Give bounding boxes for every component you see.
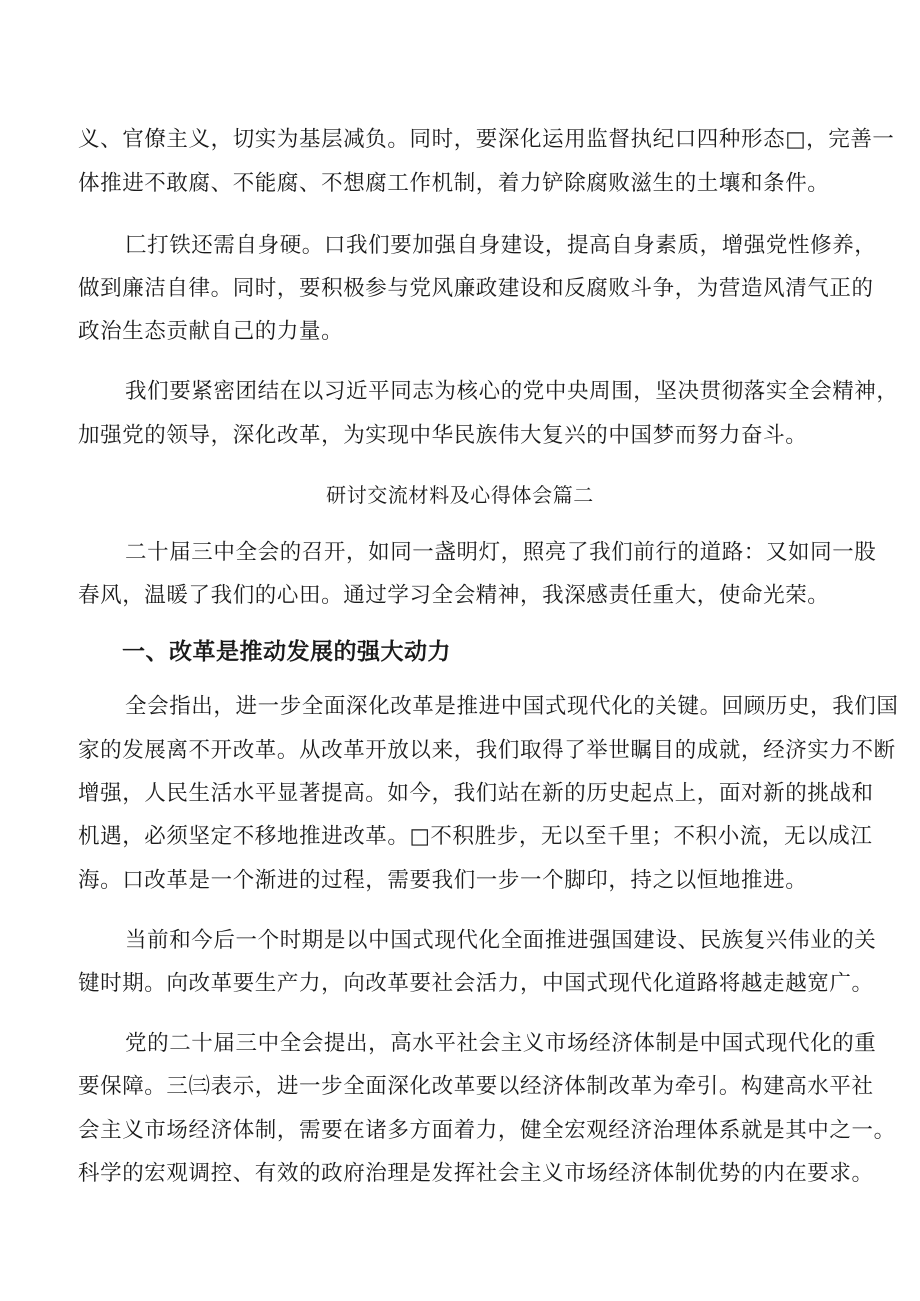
paragraph-line: 会主义市场经济体制，需要在诸多方面着力，健全宏观经济治理体系就是其中之一。 [78, 1118, 896, 1143]
paragraph-line: 当前和今后一个时期是以中国式现代化全面推进强国建设、民族复兴伟业的关 [125, 928, 877, 953]
section-heading: 一、改革是推动发展的强大动力 [122, 639, 451, 665]
paragraph-line: 我们要紧密团结在以习近平同志为核心的党中央周围，坚决贯彻落实全会精神， [125, 379, 899, 404]
paragraph-line: 家的发展离不开改革。从改革开放以来，我们取得了举世瞩目的成就，经济实力不断 [78, 738, 896, 763]
paragraph-line: 要保障。三㈢表示，进一步全面深化改革要以经济体制改革为牵引。构建高水平社 [78, 1074, 874, 1099]
paragraph-line: 键时期。向改革要生产力，向改革要社会活力，中国式现代化道路将越走越宽广。 [78, 971, 874, 996]
paragraph-line: 加强党的领导，深化改革，为实现中华民族伟大复兴的中国梦而努力奋斗。 [78, 423, 808, 448]
section-title: 研讨交流材料及心得体会篇二 [326, 483, 594, 507]
paragraph-line: 科学的宏观调控、有效的政府治理是发挥社会主义市场经济体制优势的内在要求。 [78, 1161, 874, 1186]
paragraph-line: 机遇，必须坚定不移地推进改革。□不积胜步，无以至千里；不积小流，无以成江 [78, 824, 873, 849]
paragraph-line: 党的二十届三中全会提出，高水平社会主义市场经济体制是中国式现代化的重 [125, 1031, 877, 1056]
paragraph-line: 二十届三中全会的召开，如同一盏明灯，照亮了我们前行的道路：又如同一股 [125, 540, 877, 565]
paragraph-line: 春风，温暖了我们的心田。通过学习全会精神，我深感责任重大，使命光荣。 [78, 583, 830, 608]
paragraph-line: 做到廉洁自律。同时，要积极参与党风廉政建设和反腐败斗争，为营造风清气正的 [78, 276, 874, 301]
paragraph-line: 匚打铁还需自身硬。口我们要加强自身建设，提高自身素质，增强党性修养， [125, 233, 877, 258]
paragraph-line: 体推进不敢腐、不能腐、不想腐工作机制，着力铲除腐败滋生的土壤和条件。 [78, 171, 830, 196]
paragraph-line: 海。口改革是一个渐进的过程，需要我们一步一个脚印，持之以恒地推进。 [78, 868, 808, 893]
paragraph-line: 政治生态贡献自己的力量。 [78, 319, 344, 344]
paragraph-line: 全会指出，进一步全面深化改革是推进中国式现代化的关键。回顾历史，我们国 [125, 694, 899, 719]
paragraph-line: 增强，人民生活水平显著提高。如今，我们站在新的历史起点上，面对新的挑战和 [78, 781, 874, 806]
paragraph-line: 义、官僚主义，切实为基层减负。同时，要深化运用监督执纪口四种形态□，完善一 [78, 127, 895, 152]
